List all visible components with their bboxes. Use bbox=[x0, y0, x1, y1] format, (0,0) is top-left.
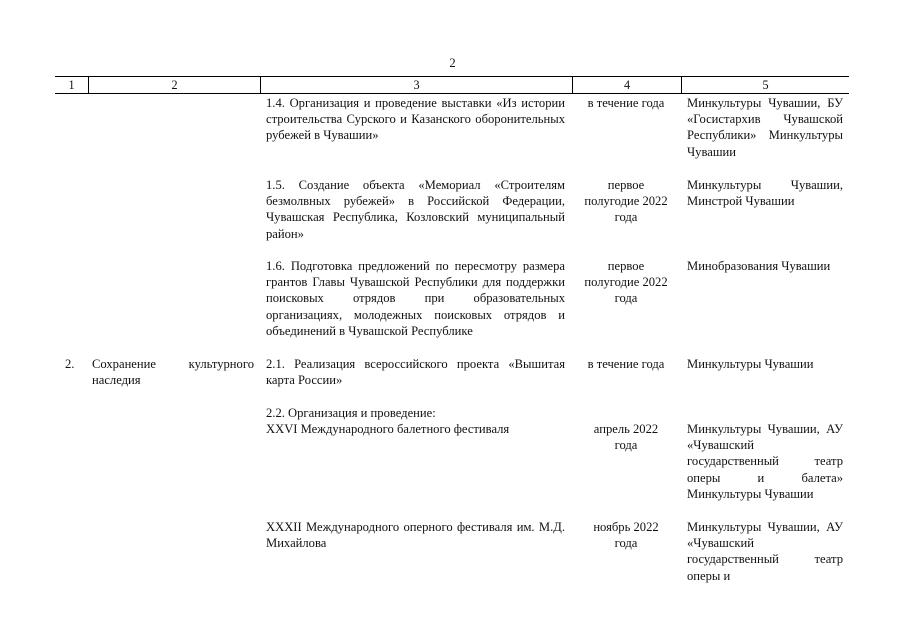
responsible-1-6: Минобразования Чувашии bbox=[687, 259, 831, 273]
column-header-4: 4 bbox=[572, 77, 681, 93]
term-opera-festival: ноябрь 2022 года bbox=[593, 520, 659, 551]
table-header bbox=[55, 76, 849, 94]
activity-2-2: 2.2. Организация и проведение: bbox=[266, 406, 436, 420]
responsible-1-5: Минкультуры Чувашии, Минстрой Чувашии bbox=[687, 178, 843, 209]
column-header-5: 5 bbox=[681, 77, 849, 93]
activity-1-6: 1.6. Подготовка предложений по пересмотру размера грантов Главы Чувашской Республики для поддержки поисковых отрядов при образовательных организациях, молодежных поисковых отрядов и объединений в Чувашской Республике bbox=[266, 259, 565, 338]
page-number: 2 bbox=[449, 56, 456, 70]
responsible-1-4: Минкультуры Чувашии, БУ «Госистархив Чувашской Республики» Минкультуры Чувашии bbox=[687, 96, 843, 159]
section-number-2: 2. bbox=[65, 357, 75, 371]
column-header-1: 1 bbox=[68, 78, 75, 92]
responsible-ballet-festival: Минкультуры Чувашии, АУ «Чувашский государственный театр оперы и балета» Минкультуры Чувашии bbox=[687, 422, 843, 501]
activity-1-5: 1.5. Создание объекта «Мемориал «Строителям безмолвных рубежей» в Российской Федерации, Чувашская Республика, Козловский муниципальный район» bbox=[266, 178, 565, 241]
term-1-4: в течение года bbox=[587, 96, 665, 110]
activity-ballet-festival: XXVI Международного балетного фестиваля bbox=[266, 422, 510, 436]
activity-1-4: 1.4. Организация и проведение выставки «Из истории строительства Сурского и Казанского оборонительных рубежей в Чувашии» bbox=[266, 96, 565, 143]
term-2-1: в течение года bbox=[587, 357, 665, 371]
responsible-2-1: Минкультуры Чувашии bbox=[687, 357, 814, 371]
term-ballet-festival: апрель 2022 года bbox=[593, 422, 659, 453]
column-header-3: 3 bbox=[260, 77, 572, 93]
section-title-2: Сохранение культурного наследия bbox=[92, 357, 254, 388]
activity-opera-festival: XXXII Международного оперного фестиваля им. М.Д. Михайлова bbox=[266, 520, 565, 551]
term-1-5: первое полугодие 2022 года bbox=[584, 178, 668, 225]
column-header-2: 2 bbox=[88, 77, 260, 93]
activity-2-1: 2.1. Реализация всероссийского проекта «Вышитая карта России» bbox=[266, 357, 565, 388]
term-1-6: первое полугодие 2022 года bbox=[584, 259, 668, 306]
responsible-opera-festival: Минкультуры Чувашии, АУ «Чувашский государственный театр оперы и bbox=[687, 520, 843, 583]
